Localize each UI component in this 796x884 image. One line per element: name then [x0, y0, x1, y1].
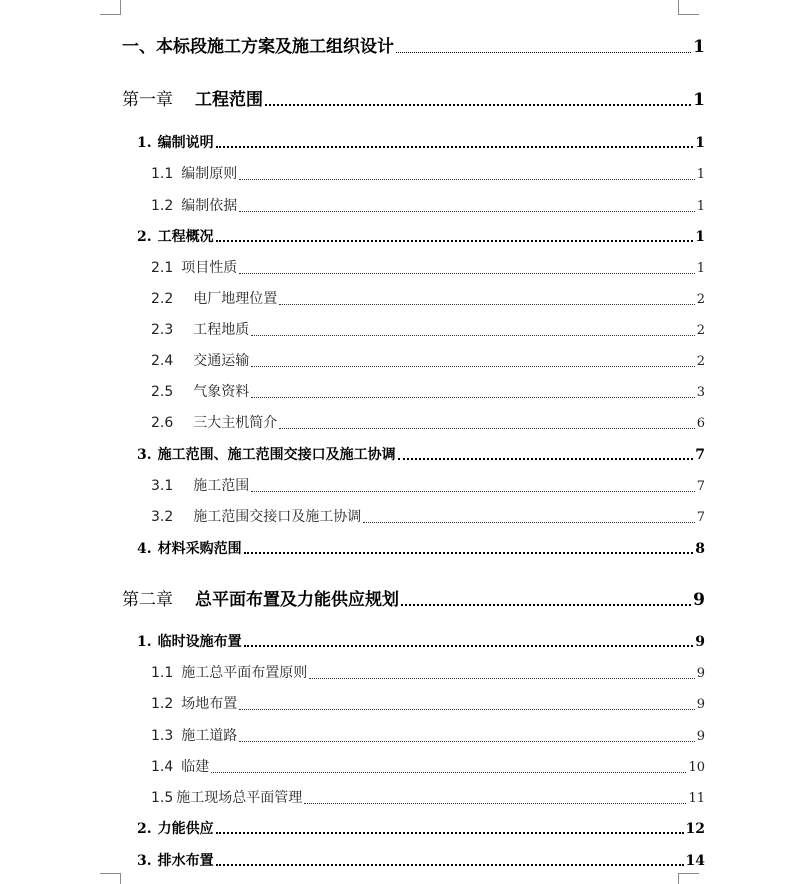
toc-entry-number: 1.2 [151, 198, 174, 214]
toc-entry[interactable] [151, 319, 705, 339]
toc-entry-page-number: 1 [695, 229, 705, 245]
toc-entry-number: 2.1 [151, 260, 174, 276]
toc-entry-number: 1. [137, 634, 152, 650]
toc-dot-leader [239, 709, 694, 710]
toc-entry-page-number: 14 [685, 853, 705, 869]
toc-entry-number: 2. [137, 821, 152, 837]
toc-entry-page-number: 1 [696, 261, 705, 276]
toc-dot-leader [239, 179, 694, 180]
toc-entry-page-number: 1 [693, 90, 705, 110]
toc-entry-page-number: 9 [696, 666, 705, 681]
toc-dot-leader [309, 678, 694, 679]
toc-entry[interactable] [151, 506, 705, 526]
toc-dot-leader [401, 604, 691, 606]
toc-dot-leader [279, 428, 694, 429]
toc-dot-leader [251, 491, 694, 492]
toc-dot-leader [363, 522, 694, 523]
toc-entry-title: 编制说明 [157, 135, 214, 151]
toc-entry-number: 1.5 [151, 790, 174, 806]
toc-entry[interactable] [137, 538, 705, 558]
toc-entry-title: 气象资料 [193, 384, 250, 400]
toc-entry[interactable] [151, 412, 705, 432]
toc-entry-number: 3. [137, 447, 152, 463]
toc-entry-page-number: 2 [696, 354, 705, 369]
toc-dot-leader [251, 366, 694, 367]
toc-entry-page-number: 9 [696, 697, 705, 712]
toc-entry-title: 交通运输 [193, 353, 250, 369]
toc-entry[interactable] [137, 850, 705, 870]
toc-entry-title: 施工道路 [181, 728, 238, 744]
toc-entry-page-number: 7 [696, 510, 705, 525]
page-corner-mark-bottom-left [100, 873, 121, 884]
toc-dot-leader [216, 864, 684, 866]
toc-entry-number: 2.5 [151, 384, 174, 400]
toc-entry[interactable] [122, 32, 705, 57]
toc-dot-leader [239, 273, 694, 274]
toc-entry-page-number: 2 [696, 292, 705, 307]
toc-entry[interactable] [151, 662, 705, 682]
toc-dot-leader [265, 104, 691, 106]
toc-entry[interactable] [137, 132, 705, 152]
toc-entry-page-number: 11 [688, 791, 705, 806]
toc-entry-title: 编制原则 [181, 166, 238, 182]
toc-entry[interactable] [137, 631, 705, 651]
toc-entry-number: 1.1 [151, 665, 174, 681]
toc-entry-number: 3.2 [151, 509, 174, 525]
toc-entry-title: 电厂地理位置 [193, 291, 278, 307]
toc-entry-number: 2.4 [151, 353, 174, 369]
toc-dot-leader [251, 397, 694, 398]
toc-entry-page-number: 1 [695, 135, 705, 151]
toc-entry[interactable] [137, 226, 705, 246]
toc-entry-title: 项目性质 [181, 260, 238, 276]
toc-entry-number: 1.1 [151, 166, 174, 182]
toc-entry[interactable] [137, 818, 705, 838]
toc-entry[interactable] [122, 85, 705, 110]
toc-entry-page-number: 1 [696, 167, 705, 182]
toc-entry-title: 施工范围、施工范围交接口及施工协调 [157, 447, 396, 463]
toc-dot-leader [211, 772, 686, 773]
toc-entry-title: 施工范围 [193, 478, 250, 494]
toc-entry-page-number: 12 [685, 821, 705, 837]
toc-entry[interactable] [151, 756, 705, 776]
toc-entry-title: 力能供应 [157, 821, 214, 837]
toc-entry-page-number: 2 [696, 323, 705, 338]
toc-entry-number: 1. [137, 135, 152, 151]
toc-entry-title: 总平面布置及力能供应规划 [195, 590, 399, 610]
toc-entry-page-number: 7 [696, 479, 705, 494]
toc-entry-title: 施工范围交接口及施工协调 [193, 509, 362, 525]
toc-dot-leader [279, 304, 694, 305]
toc-dot-leader [244, 645, 694, 647]
page-corner-mark-bottom-right [678, 873, 699, 884]
toc-entry-number: 1.2 [151, 696, 174, 712]
toc-entry-title: 施工总平面布置原则 [181, 665, 308, 681]
toc-entry-title: 临时设施布置 [157, 634, 242, 650]
toc-entry-number: 2.3 [151, 322, 174, 338]
toc-entry-page-number: 9 [695, 634, 705, 650]
toc-entry[interactable] [151, 350, 705, 370]
toc-entry-page-number: 9 [693, 590, 705, 610]
toc-entry-number: 2. [137, 229, 152, 245]
toc-entry-number: 一、 [122, 37, 156, 57]
toc-entry-number: 1.4 [151, 759, 174, 775]
toc-entry[interactable] [151, 475, 705, 495]
page-corner-mark-top-left [100, 0, 121, 15]
toc-entry[interactable] [151, 195, 705, 215]
toc-dot-leader [216, 146, 694, 148]
toc-dot-leader [396, 52, 691, 53]
toc-entry[interactable] [151, 787, 705, 807]
page-corner-mark-top-right [678, 0, 699, 15]
toc-entry-page-number: 3 [696, 385, 705, 400]
toc-entry[interactable] [151, 693, 705, 713]
toc-entry-number: 2.2 [151, 291, 174, 307]
toc-entry-page-number: 10 [688, 760, 705, 775]
toc-entry[interactable] [137, 444, 705, 464]
toc-dot-leader [239, 211, 694, 212]
toc-entry-number: 1.3 [151, 728, 174, 744]
toc-entry[interactable] [151, 257, 705, 277]
toc-entry-number: 3. [137, 853, 152, 869]
toc-entry-title: 场地布置 [181, 696, 238, 712]
toc-entry-number: 3.1 [151, 478, 174, 494]
toc-entry-number: 第二章 [122, 590, 173, 610]
toc-entry-title: 排水布置 [157, 853, 214, 869]
toc-entry-title: 材料采购范围 [157, 541, 242, 557]
toc-entry[interactable] [151, 381, 705, 401]
toc-entry-title: 工程地质 [193, 322, 250, 338]
toc-entry-title: 施工现场总平面管理 [176, 790, 303, 806]
toc-entry-page-number: 1 [696, 199, 705, 214]
toc-entry-number: 4. [137, 541, 152, 557]
toc-entry-page-number: 8 [695, 541, 705, 557]
toc-dot-leader [216, 240, 694, 242]
toc-entry-title: 工程范围 [195, 90, 263, 110]
toc-entry[interactable] [122, 585, 705, 610]
toc-entry-title: 三大主机简介 [193, 415, 278, 431]
toc-entry-number: 2.6 [151, 415, 174, 431]
toc-dot-leader [244, 552, 694, 554]
toc-entry-title: 本标段施工方案及施工组织设计 [156, 37, 394, 57]
toc-entry-page-number: 7 [695, 447, 705, 463]
toc-entry-title: 临建 [181, 759, 210, 775]
toc-entry[interactable] [151, 163, 705, 183]
toc-entry-page-number: 6 [696, 416, 705, 431]
toc-dot-leader [239, 741, 694, 742]
toc-dot-leader [251, 335, 694, 336]
toc-entry-title: 编制依据 [181, 198, 238, 214]
toc-dot-leader [216, 832, 684, 834]
toc-entry[interactable] [151, 725, 705, 745]
toc-entry-page-number: 9 [696, 729, 705, 744]
toc-entry[interactable] [151, 288, 705, 308]
toc-entry-title: 工程概况 [157, 229, 214, 245]
toc-dot-leader [398, 458, 694, 460]
toc-entry-page-number: 1 [693, 37, 705, 57]
toc-dot-leader [304, 803, 686, 804]
toc-entry-number: 第一章 [122, 90, 173, 110]
